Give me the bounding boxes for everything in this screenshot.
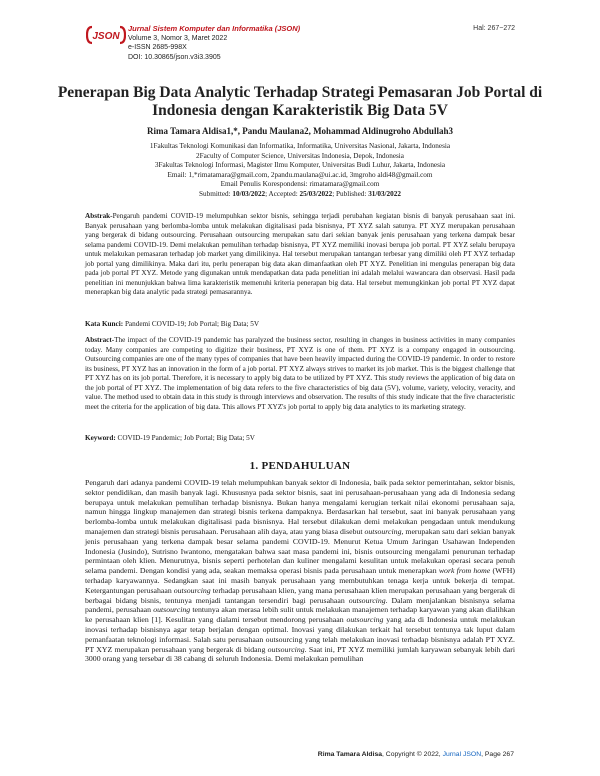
body-paragraph — [85, 478, 515, 664]
body-emphasis-6: outsourcing — [346, 615, 384, 625]
kata-kunci — [85, 320, 515, 330]
journal-volume: Volume 3, Nomor 3, Maret 2022 — [128, 34, 228, 42]
abstract-label: Abstract- — [85, 336, 115, 344]
journal-eissn: e-ISSN 2685-998X — [128, 44, 187, 51]
body-text-2: , merupakan satu dari sekian banyak jenis perusahaan yang terkena dampak besar selama pandemi COVID-19. Menurut Ketua Umum Jaringan Usahawan Independen Indonesia (Jusindo), Sutrisno Iwantono, mengatakan bahwa saat masa pandemi ini, bisnis outsourcing mengalami penurunan terhadap permintaan oleh klien. Menurutnya, bisnis seperti perhotelan dan kuliner mengalami kesulitan untuk melakukan operasi secara penuh selama pandemi. Dengan kondisi yang ada, seakan memaksa operasi bisnis pada perusahaan untuk menerapkan — [85, 526, 515, 576]
published-label: ; Published: — [332, 189, 367, 198]
abstrak-indonesian — [85, 212, 515, 298]
affiliation-1: 1Fakultas Teknologi Komunikasi dan Informatika, Informatika, Universitas Nasional, Jakarta, Indonesia — [149, 142, 451, 150]
footer-author: Rima Tamara Aldisa — [317, 751, 383, 758]
footer-copyright: , Copyright © 2022, — [382, 751, 443, 758]
journal-logo — [86, 24, 126, 46]
abstrak-label: Abstrak- — [85, 212, 113, 220]
accepted-label: ; Accepted: — [265, 189, 298, 198]
journal-info — [128, 24, 300, 62]
body-text-5: . Dalam menjalankan bisnisnya selama pandemi, perusahaan — [85, 595, 515, 615]
body-emphasis-4: outsourcing — [348, 595, 386, 605]
accepted-date: 25/03/2022 — [299, 189, 333, 198]
abstract-text: The impact of the COVID-19 pandemic has paralyzed the business sector, resulting in changes in business activities in many companies today. Many companies are competing to digitize their business, PT XYZ is one of them. PT XYZ is a company engaged in outsourcing. Outsourcing companies are one of the many types of companies that have been heavily impacted during the COVID-19 pandemic. In order to restore its business, PT XYZ has an innovation in the form of a job portal. PT XYZ always strives to market its job market. This is the biggest challenge that PT XYZ has on its job portal. Therefore, it is necessary to apply big data to be utilized by PT XYZ. This study reviews the application of big data on the job portal of PT XYZ. The implementation of big data refers to the five characteristics of big data (5V), volume, variety, velocity, veracity, and value. The method used to obtain data in this study is through interviews and observation. The results of this study indicate that the five characteristic meet the criteria for the application of big data. This allows PT XYZ's job portal to apply big data analytics to its marketing strategy. — [85, 336, 515, 411]
body-emphasis-2: work from home — [438, 566, 491, 576]
keywords-text: COVID-19 Pandemic; Job Portal; Big Data; 5V — [117, 434, 255, 442]
journal-name: Jurnal Sistem Komputer dan Informatika (JSON) — [128, 24, 301, 33]
logo-text: JSON — [92, 31, 120, 42]
author-list: Rima Tamara Aldisa1,*, Pandu Maulana2, Mohammad Aldinugroho Abdullah3 — [147, 126, 453, 136]
journal-logo-graphic — [86, 24, 126, 46]
footer-journal-link[interactable]: Jurnal JSON — [442, 751, 482, 758]
journal-doi[interactable]: DOI: 10.30865/json.v3i3.3905 — [128, 53, 221, 61]
affiliations — [40, 142, 560, 199]
submitted-date: 10/03/2022 — [232, 189, 266, 198]
submitted-label: Submitted: — [199, 189, 231, 198]
body-text-8: . Saat ini, PT XYZ memiliki jumlah karyawan sebanyak lebih dari 3000 orang yang tersebar di 38 cabang di seluruh Indonesia. Demi melakukan pemulihan — [85, 644, 515, 664]
page-footer — [318, 751, 514, 758]
body-emphasis-5: outsourcing — [153, 605, 191, 615]
abstract-english — [85, 336, 515, 412]
published-date: 31/03/2022 — [368, 189, 401, 198]
body-text-7: yang ada di Indonesia untuk melakukan inovasi terhadap bisnisnya agar tetap berjalan dengan optimal. Inovasi yang dilakukan terkait hal tersebut tentunya tak luput dalam pemanfaatan teknologi informasi. Salah satu perusahaan outsourcing yang telah melakukan inovasi terhadap bisnisnya adalah PT XYZ. PT XYZ merupakan perusahaan yang bergerak di bidang — [85, 615, 515, 654]
paper-title: Penerapan Big Data Analytic Terhadap Strategi Pemasaran Job Portal di Indonesia dengan Karakteristik Big Data 5V — [57, 84, 543, 119]
corresponding-email: Email Penulis Korespondensi: rimatamara@gmail.com — [220, 180, 380, 188]
section-heading: 1. PENDAHULUAN — [249, 460, 351, 472]
page-range: Hal: 267−272 — [473, 25, 515, 32]
kata-kunci-label: Kata Kunci: — [85, 320, 124, 328]
affiliation-2: 2Faculty of Computer Science, Universitas Indonesia, Depok, Indonesia — [196, 151, 404, 160]
abstrak-text: Pengaruh pandemi COVID-19 melumpuhkan sektor bisnis, sehingga terjadi perubahan kegiatan bisnis di banyak perusahaan saat ini. Banyak perusahaan yang berlomba-lomba untuk melakukan digitalisasi pada bisnisnya, PT XYZ salah satunya. PT XYZ merupakan perusahaan yang bergerak di bidang outsourcing. Perusahaan outsourcing merupakan satu dari sekian banyak jenis perusahaan yang terkena dampak besar selama pandemi COVID-19. Demi melakukan pemulihan terhadap bisnisnya, PT XYZ memiliki inovasi berupa job portal. PT XYZ selalu berupaya untuk melakukan pemasaran terhadap job market yang dimilikinya. Hal tersebut merupakan tantangan terbesar yang dimiliki oleh PT XYZ terhadap job portal yang dimilikinya. Maka dari itu, perlu penerapan big data akan dimanfaatkan oleh PT XYZ. Penelitian ini mengulas penerapan big data pada job portal PT XYZ. Metode yang digunakan untuk mendapatkan data pada penelitian ini adalah melalui wawancara dan observasi. Hasil pada penelitian ini menunjukkan bahwa lima karakteristik memenuhi kriteria penerapan big data. Hal tersebut memungkinkan job portal PT XYZ dapat menerapkan big data analytic pada strategi pemasarannya. — [85, 212, 515, 296]
footer-page: , Page 267 — [481, 751, 514, 758]
author-emails: Email: 1,*rimatamara@gmail.com, 2pandu.maulana@ui.ac.id, 3mgroho aldi48@gmail.com — [167, 170, 433, 179]
kata-kunci-text: Pandemi COVID-19; Job Portal; Big Data; 5V — [124, 320, 260, 328]
affiliation-3: 3Fakultas Teknologi Informasi, Magister Ilmu Komputer, Universitas Budi Luhur, Jakarta, Indonesia — [154, 161, 446, 169]
body-text-3: (WFH) terhadap karyawannya. Sedangkan saat ini masih banyak perusahaan yang membutuhkan tenaga kerja untuk bekerja di tempat. Ketergantungan perusahaan — [85, 566, 515, 595]
body-text-1: Pengaruh dari adanya pandemi COVID-19 telah melumpuhkan banyak sektor di Indonesia, baik pada sektor pemerintahan, sektor bisnis, sektor pendidikan, dan masih banyak lagi. Khususnya pada sektor bisnis, saat ini perusahaan-perusahaan yang ada di Indonesia sedang berupaya untuk melakukan pemulihan terhadap bisnisnya. Bukan hanya mengalami kerugian terkait nilai ekonomi perusahaan saja, namun hingga lingkup manajemen dan strategi bisnis terkena dampaknya. Berdasarkan hal tersebut, saat ini banyak perusahaan yang berlomba-lomba untuk melakukan digitalisasi pada bisnisnya. Hal tersebut dilakukan demi melakukan pengadaan untuk mendukung manajemen dan strategi bisnis perusahaan. Perusahaan alih daya, atau yang biasa disebut — [85, 478, 515, 536]
keywords — [85, 434, 515, 444]
keywords-label: Keyword: — [85, 434, 116, 442]
submission-dates — [40, 190, 560, 200]
body-emphasis-3: outsourcing — [173, 585, 211, 595]
body-emphasis-1: outsourcing — [364, 526, 402, 536]
body-text-6: tentunya akan merasa lebih sulit untuk melakukan manajemen terhadap karyawan yang akan dialihkan ke perusahaan klien [1]. Kesulitan yang dialami tersebut mendorong perusahaan — [85, 605, 516, 625]
body-emphasis-7: outsourcing — [267, 644, 305, 654]
body-text-4: terhadap perusahaan klien, yang mana perusahaan klien merupakan perusahaan yang bergerak di berbagai bidang bisnis, tentunya menjadi tantangan tersendiri bagi perusahaan — [85, 585, 515, 605]
